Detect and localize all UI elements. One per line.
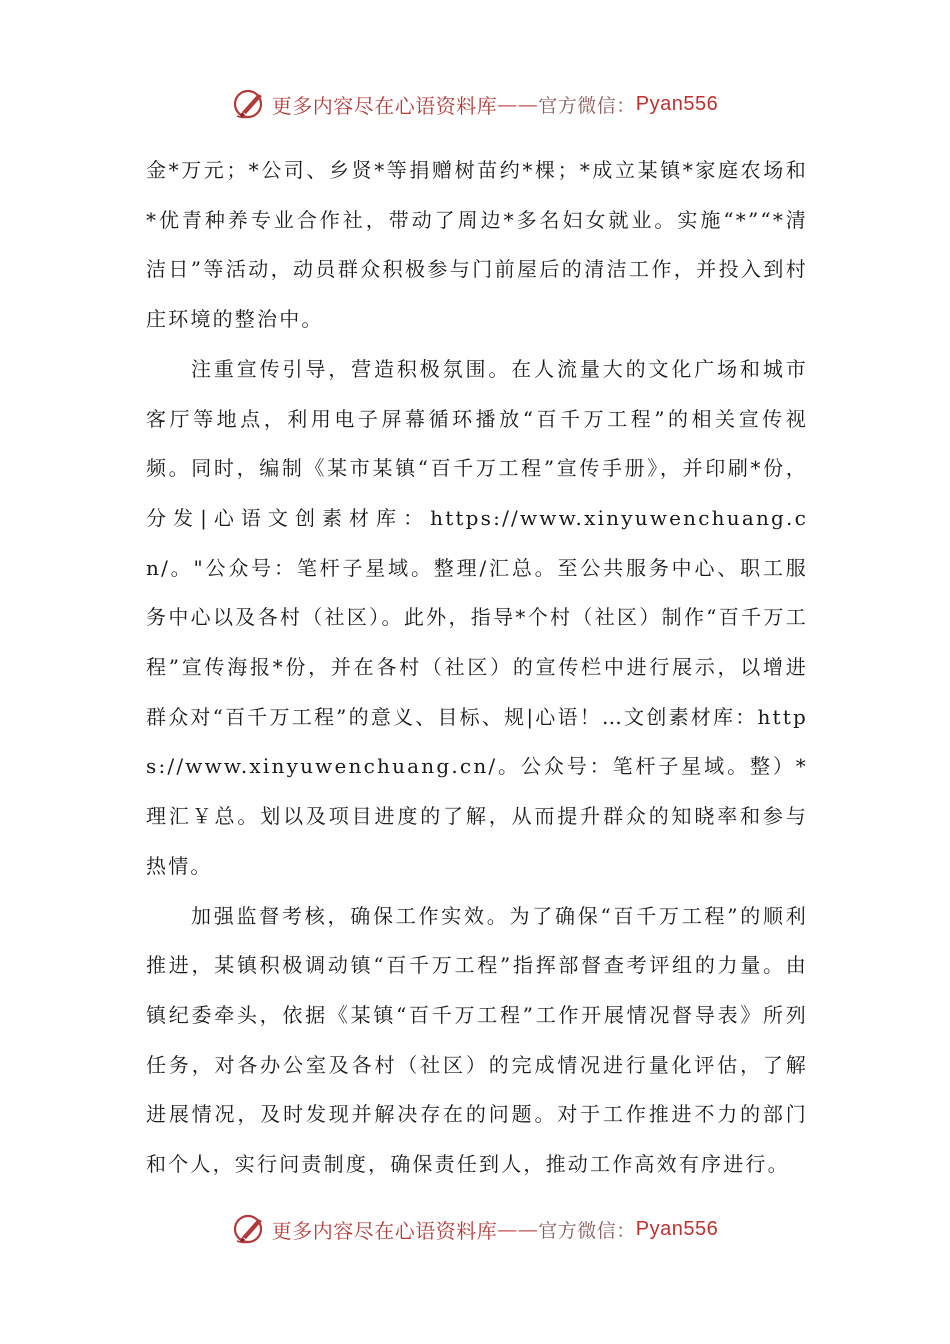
paragraph-2: 注重宣传引导，营造积极氛围。在人流量大的文化广场和城市客厅等地点，利用电子屏幕循环播放“百千万工程”的相关宣传视频。同时，编制《某市某镇“百千万工程”宣传手册》，并印刷*份，分发|心语文创素材库：https://www.xinyuwenchuang.cn/。"公众号：笔杆子星域。整理/汇总。至公共服务中心、职工服务中心以及各村（社区）。此外，指导*个村（社区）制作“百千万工程”宣传海报*份，并在各村（社区）的宣传栏中进行展示，以增进群众对“百千万工程”的意义、目标、规|心语！…文创素材库：https://www.xinyuwenchuang.cn/。公众号：笔杆子星域。整）*理汇￥总。划以及项目进度的了解，从而提升群众的知晓率和参与热情。 — [146, 356, 808, 878]
paragraph-1: 金*万元；*公司、乡贤*等捐赠树苗约*棵；*成立某镇*家庭农场和*优青种养专业合作社，带动了周边*多名妇女就业。实施“*”“*清洁日”等活动，动员群众积极参与门前屋后的清洁工作，并投入到村庄环境的整治中。 — [146, 158, 808, 332]
header-wechat-label: 官方微信： — [538, 94, 636, 117]
footer-banner — [0, 1209, 950, 1249]
footer-slogan: 更多内容尽在心语资料库 — [271, 1218, 498, 1243]
document-body — [146, 146, 808, 1190]
footer-dash: —— — [497, 1217, 539, 1241]
paragraph-3: 加强监督考核，确保工作实效。为了确保“百千万工程”的顺利推进，某镇积极调动镇“百千万工程”指挥部督查考评组的力量。由镇纪委牵头，依据《某镇“百千万工程”工作开展情况督导表》所列任务，对各办公室及各村（社区）的完成情况进行量化评估，了解进展情况，及时发现并解决存在的问题。对于工作推进不力的部门和个人，实行问责制度，确保责任到人，推动工作高效有序进行。 — [146, 903, 808, 1177]
header-wechat-id: Pyan556 — [635, 92, 719, 115]
footer-wechat-label: 官方微信： — [538, 1219, 636, 1242]
pen-logo-icon — [232, 86, 268, 122]
header-slogan: 更多内容尽在心语资料库 — [271, 93, 498, 118]
footer-wechat-id: Pyan556 — [635, 1217, 719, 1240]
header-banner — [0, 84, 950, 124]
pen-logo-icon — [232, 1211, 268, 1247]
header-dash: —— — [497, 92, 539, 116]
